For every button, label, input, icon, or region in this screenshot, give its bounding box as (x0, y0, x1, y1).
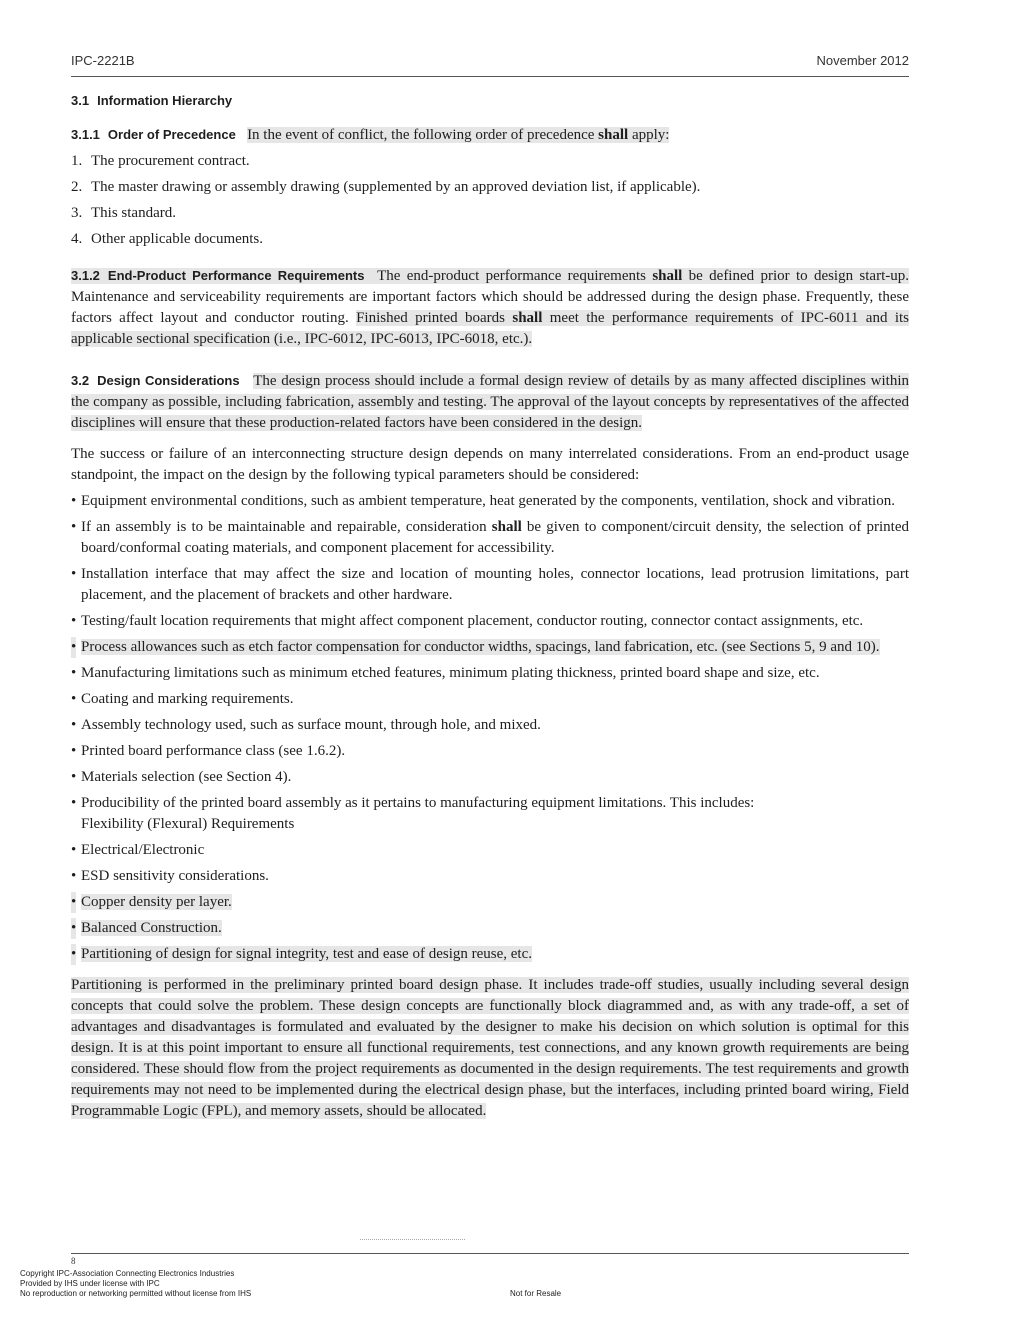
bullet-icon: • (71, 842, 77, 858)
item-number: 3. (71, 205, 83, 221)
page-mark: 8 (71, 1256, 76, 1266)
heading-3-1-1 (71, 127, 236, 142)
list-item (71, 767, 909, 788)
text-run: Finished printed boards (356, 310, 513, 326)
text-run: apply: (628, 127, 670, 143)
para-partitioning (71, 975, 909, 1122)
heading-title: Information Hierarchy (97, 93, 233, 108)
heading-number: 3.2 (71, 373, 90, 388)
item-text: Manufacturing limitations such as minimum etched features, minimum plating thickness, printed board shape and size, etc. (81, 665, 820, 681)
item-text: Process allowances such as etch factor compensation for conductor widths, spacings, land fabrication, etc. (see Sections 5, 9 and 10). (81, 639, 880, 655)
highlighted-text: The design process should include a formal design review of details by as many affected disciplines within the company as possible, including fabrication, assembly and testing. The approval of the layout concepts by representatives of the affected disciplines will ensure that these production-related factors have been considered in the design. (71, 373, 909, 431)
bullet-icon: • (71, 566, 77, 582)
bold-shall: shall (598, 127, 629, 143)
list-item (71, 715, 909, 736)
item-text: Materials selection (see Section 4). (81, 769, 292, 785)
item-text: Printed board performance class (see 1.6.2). (81, 743, 346, 759)
heading-number: 3.1.1 (71, 127, 100, 142)
text-run: Maintenance and serviceability requirements are important factors which should be addressed during the design phase. Frequently, these factors affect layout and conductor routing. (71, 289, 909, 326)
header-date: November 2012 (816, 53, 909, 68)
item-text: Producibility of the printed board assembly as it pertains to manufacturing equipment limitations. This includes: (81, 795, 755, 811)
item-text: If an assembly is to be maintainable and repairable, consideration (81, 519, 492, 535)
item-text: Equipment environmental conditions, such as ambient temperature, heat generated by the components, ventilation, shock and vibration. (81, 493, 895, 509)
bullet-list (71, 491, 909, 965)
heading-title: Order of Precedence (107, 127, 236, 142)
bullet-icon: • (71, 691, 77, 707)
bullet-icon: • (71, 665, 77, 681)
bullet-icon: • (71, 795, 77, 811)
bold-shall: shall (652, 268, 683, 284)
item-text: Coating and marking requirements. (81, 691, 294, 707)
item-text: Assembly technology used, such as surface mount, through hole, and mixed. (81, 717, 541, 733)
item-text: The master drawing or assembly drawing (supplemented by an approved deviation list, if applicable). (91, 179, 701, 195)
bullet-icon: • (71, 637, 76, 658)
para-3-2 (71, 370, 909, 434)
header-doc-id: IPC-2221B (71, 53, 135, 68)
header-rule (71, 76, 909, 77)
list-item (71, 866, 909, 887)
item-text: Copper density per layer. (81, 894, 232, 910)
not-for-resale: Not for Resale (510, 1289, 562, 1298)
item-text: ESD sensitivity considerations. (81, 868, 269, 884)
bullet-icon: • (71, 613, 77, 629)
item-text: Partitioning of design for signal integrity, test and ease of design reuse, etc. (81, 946, 532, 962)
highlighted-text (71, 268, 909, 284)
item-number: 2. (71, 179, 83, 195)
footer-rule (71, 1253, 909, 1254)
para-intro: The success or failure of an interconnecting structure design depends on many interrelated considerations. From an end-product usage standpoint, the impact on the design by the following typical parameters should be considered: (71, 446, 909, 483)
heading-3-2 (71, 373, 240, 388)
item-text: Installation interface that may affect the size and location of mounting holes, connector locations, lead protrusion limitations, part placement, and the placement of brackets and other hardware. (81, 566, 909, 603)
page-body (71, 90, 909, 1122)
list-item (71, 177, 909, 198)
heading-3-1 (71, 90, 909, 111)
text-run: The end-product performance requirements (377, 268, 653, 284)
item-text: Other applicable documents. (91, 231, 264, 247)
para-3-1-1 (71, 124, 909, 146)
item-text: Electrical/Electronic (81, 842, 205, 858)
highlighted-text (247, 127, 669, 143)
list-item (71, 663, 909, 684)
list-item (71, 517, 909, 559)
bold-shall: shall (491, 519, 522, 535)
bullet-icon: • (71, 944, 76, 965)
list-item (71, 741, 909, 762)
list-item (71, 491, 909, 512)
bullet-icon: • (71, 519, 77, 535)
item-text: be given to component/circuit density, the selection of printed board/conformal coating materials, and component placement for accessibility. (81, 519, 909, 556)
text-run: In the event of conflict, the following order of precedence (247, 127, 599, 143)
scan-artifact (360, 1239, 465, 1243)
para-3-1-2 (71, 265, 909, 350)
no-reproduction-line: No reproduction or networking permitted without license from IHS (20, 1289, 252, 1298)
item-text: The procurement contract. (91, 153, 250, 169)
bullet-icon: • (71, 493, 77, 509)
text-run: be defined prior to design start-up. (682, 268, 909, 284)
list-item (71, 637, 909, 658)
bold-shall: shall (512, 310, 543, 326)
item-number: 1. (71, 153, 83, 169)
bullet-icon: • (71, 868, 77, 884)
heading-number: 3.1 (71, 93, 90, 108)
list-item (71, 564, 909, 606)
list-item (71, 918, 909, 939)
item-text: Balanced Construction. (81, 920, 222, 936)
item-number: 4. (71, 231, 83, 247)
text-run: meet the performance requirements of IPC-6011 and its applicable sectional specification (i.e., IPC-6012, IPC-6013, IPC-6018, etc.). (71, 310, 909, 347)
heading-title: End-Product Performance Requirements (107, 268, 365, 283)
item-text-line2: Flexibility (Flexural) Requirements (81, 816, 295, 832)
list-item (71, 793, 909, 835)
bullet-icon: • (71, 717, 77, 733)
list-item (71, 840, 909, 861)
heading-3-1-2 (71, 268, 364, 283)
list-item (71, 203, 909, 224)
license-notice (20, 1269, 251, 1299)
heading-title: Design Considerations (97, 373, 240, 388)
bullet-icon: • (71, 769, 77, 785)
list-item (71, 689, 909, 710)
provided-line: Provided by IHS under license with IPC (20, 1279, 160, 1288)
highlighted-text: Partitioning is performed in the preliminary printed board design phase. It includes trade-off studies, usually including several design concepts that could solve the problem. These design concepts are functionally block diagrammed and, as with any trade-off, a set of advantages and disadvantages is formulated and evaluated by the designer to make his decision on which solution is optimal for this design. It is at this point important to ensure all functional requirements, test connections, and any known growth requirements are being considered. These should flow from the project requirements as documented in the design requirements. The test requirements and growth requirements may not need to be implemented during the electrical design phase, but the interfaces, including printed board wiring, Field Programmable Logic (FPL), and memory assets, should be allocated. (71, 977, 909, 1119)
list-item (71, 892, 909, 913)
bullet-icon: • (71, 918, 76, 939)
numbered-list (71, 151, 909, 250)
list-item (71, 151, 909, 172)
item-text: Testing/fault location requirements that might affect component placement, conductor routing, connector contact assignments, etc. (81, 613, 864, 629)
bullet-icon: • (71, 743, 77, 759)
copyright-line: Copyright IPC-Association Connecting Electronics Industries (20, 1269, 235, 1278)
list-item (71, 229, 909, 250)
list-item (71, 944, 909, 965)
item-text: This standard. (91, 205, 176, 221)
bullet-icon: • (71, 892, 76, 913)
list-item (71, 611, 909, 632)
heading-number: 3.1.2 (71, 268, 100, 283)
